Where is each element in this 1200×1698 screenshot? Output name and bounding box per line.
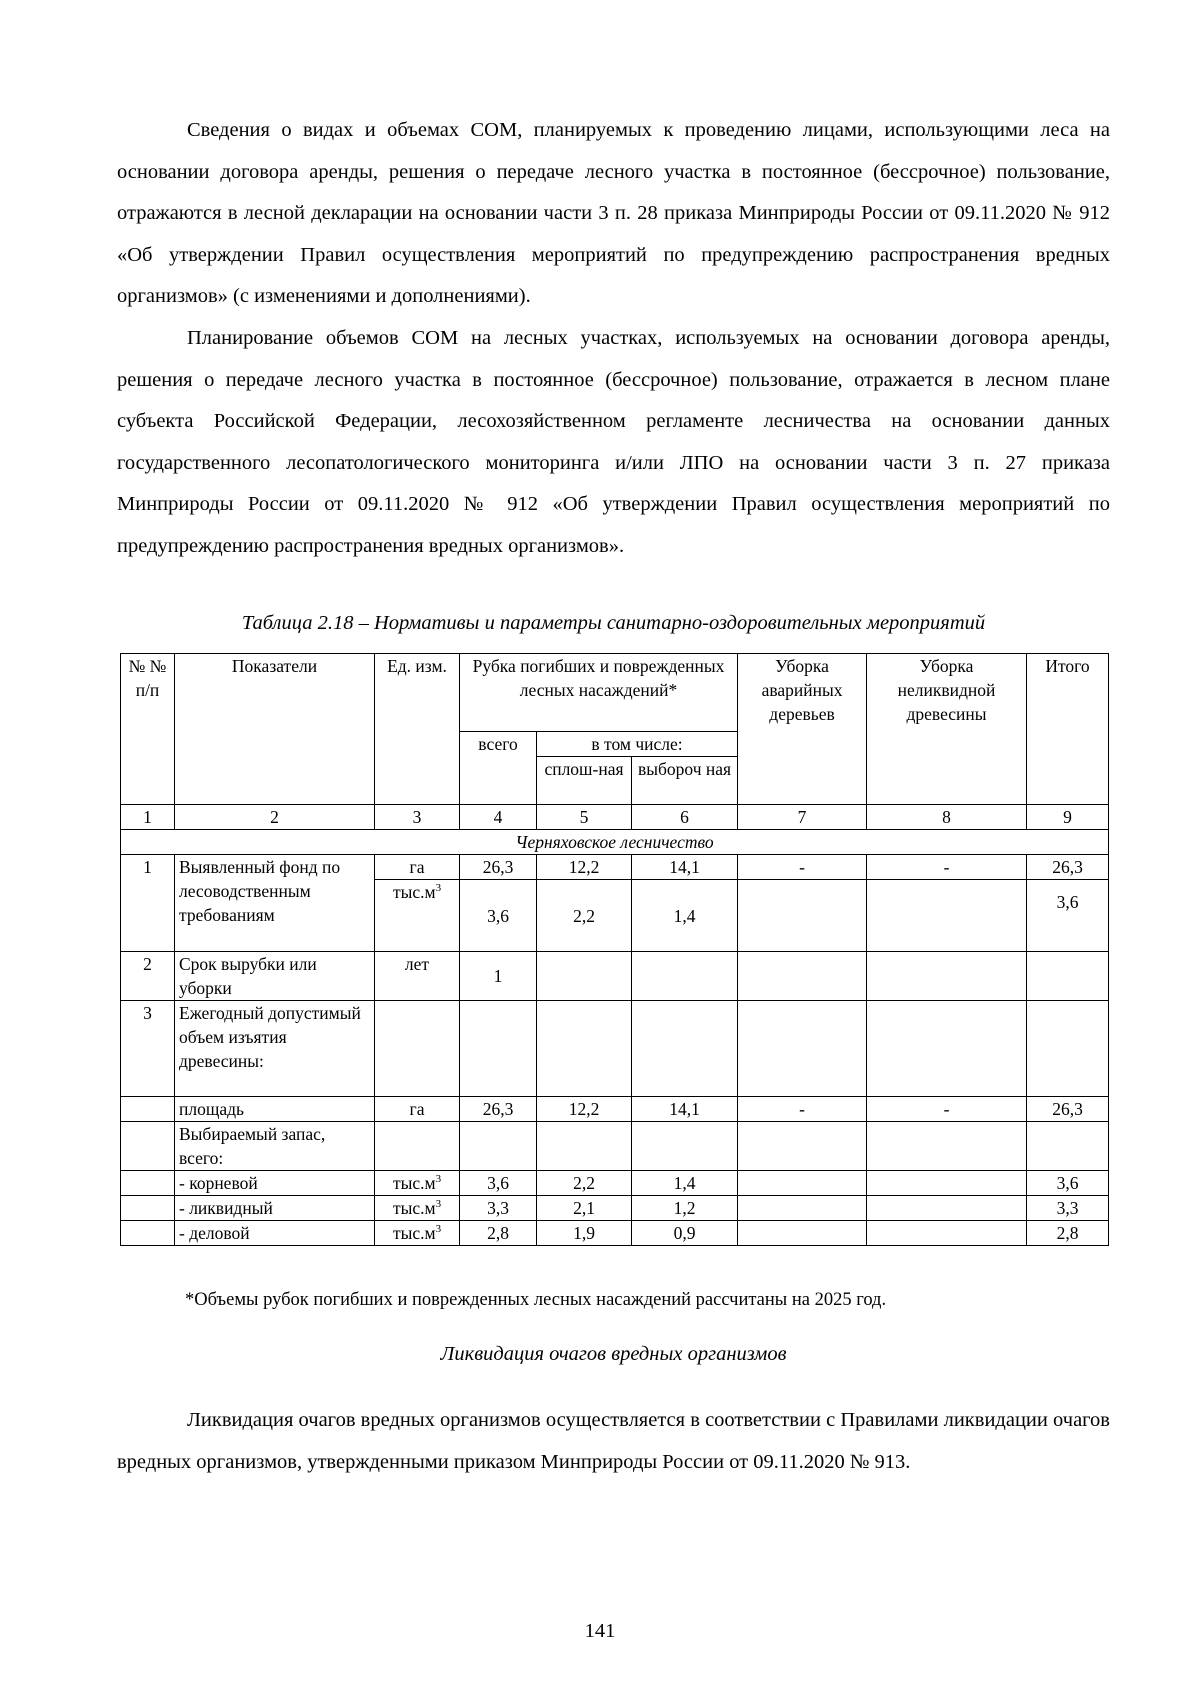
cell-value: 1,4 xyxy=(632,880,738,952)
cell-empty xyxy=(738,880,867,952)
cell-value: 1 xyxy=(460,952,537,1001)
paragraph-3: Ликвидация очагов вредных организмов осуществляется в соответствии с Правилами ликвидации очагов вредных организмов, утвержденными приказом Минприроды России от 09.11.2020 № 913. xyxy=(117,1409,1110,1473)
cell-value: 12,2 xyxy=(537,1097,632,1122)
header-num: № № п/п xyxy=(121,654,175,805)
cell-value: 26,3 xyxy=(1027,855,1109,880)
cell-value: - xyxy=(738,855,867,880)
cell-value: 26,3 xyxy=(460,855,537,880)
cell-empty xyxy=(738,1171,867,1196)
row-name: Срок вырубки или уборки xyxy=(175,952,375,1001)
cell-empty xyxy=(632,952,738,1001)
unit-sup: 3 xyxy=(435,1223,442,1236)
cell-empty xyxy=(537,952,632,1001)
cell-empty xyxy=(375,1001,460,1097)
row-unit xyxy=(375,1221,460,1246)
table-row xyxy=(121,1221,1109,1246)
row-name: - ликвидный xyxy=(175,1196,375,1221)
table-footnote: *Объемы рубок погибших и поврежденных лесных насаждений рассчитаны на 2025 год. xyxy=(185,1290,887,1310)
cell-value: 3,6 xyxy=(460,880,537,952)
cell-empty xyxy=(121,1221,175,1246)
cell-empty xyxy=(738,1122,867,1171)
cell-value: 14,1 xyxy=(632,855,738,880)
cell-empty xyxy=(867,1221,1027,1246)
cell-value: 2,1 xyxy=(537,1196,632,1221)
col-number: 2 xyxy=(175,805,375,830)
cell-value: 1,4 xyxy=(632,1171,738,1196)
row-name: площадь xyxy=(175,1097,375,1122)
row-num: 1 xyxy=(121,855,175,952)
cell-empty xyxy=(738,952,867,1001)
table-row xyxy=(121,1196,1109,1221)
cell-value: - xyxy=(867,1097,1027,1122)
cell-value: 3,6 xyxy=(1027,1171,1109,1196)
row-unit xyxy=(375,1171,460,1196)
unit-sup: 3 xyxy=(435,1173,442,1186)
header-illiquid: Уборка неликвидной древесины xyxy=(867,654,1027,805)
col-number: 7 xyxy=(738,805,867,830)
cell-empty xyxy=(1027,1001,1109,1097)
row-name: Выбираемый запас, всего: xyxy=(175,1122,375,1171)
cell-value: 2,8 xyxy=(1027,1221,1109,1246)
unit-text: тыс.м xyxy=(392,882,436,902)
cell-value: 1,9 xyxy=(537,1221,632,1246)
cell-empty xyxy=(632,1001,738,1097)
cell-empty xyxy=(867,880,1027,952)
cell-value: 2,2 xyxy=(537,1171,632,1196)
cell-empty xyxy=(375,1122,460,1171)
paragraph-1: Сведения о видах и объемах СОМ, планируемых к проведению лицами, использующими леса на основании договора аренды, решения о передаче лесного участка в постоянное (бессрочное) пользование, отражаются в лесной декларации на основании части 3 п. 28 приказа Минприроды России от 09.11.2020 № 912 «Об утверждении Правил осуществления мероприятий по предупреждению распространения вредных организмов» (с изменениями и дополнениями). xyxy=(117,119,1110,307)
header-solid: сплош-ная xyxy=(537,757,632,805)
cell-empty xyxy=(460,1001,537,1097)
cell-empty xyxy=(121,1122,175,1171)
row-unit: лет xyxy=(375,952,460,1001)
cell-empty xyxy=(1027,952,1109,1001)
header-emergency: Уборка аварийных деревьев xyxy=(738,654,867,805)
header-indicators: Показатели xyxy=(175,654,375,805)
cell-empty xyxy=(867,1196,1027,1221)
cell-value: 3,6 xyxy=(460,1171,537,1196)
row-name: Выявленный фонд по лесоводственным требованиям xyxy=(175,855,375,952)
cell-empty xyxy=(632,1122,738,1171)
header-felling: Рубка погибших и поврежденных лесных насаждений* xyxy=(460,654,738,732)
table-row xyxy=(121,1097,1109,1122)
column-numbers-row xyxy=(121,805,1109,830)
cell-empty xyxy=(537,1122,632,1171)
header-itogo: Итого xyxy=(1027,654,1109,805)
section-subheading: Ликвидация очагов вредных организмов xyxy=(440,1343,787,1365)
cell-value: 26,3 xyxy=(460,1097,537,1122)
cell-value: 3,3 xyxy=(1027,1196,1109,1221)
cell-value: 2,8 xyxy=(460,1221,537,1246)
cell-empty xyxy=(738,1001,867,1097)
cell-empty xyxy=(121,1196,175,1221)
sanitary-measures-table xyxy=(120,653,1109,1246)
cell-value: 0,9 xyxy=(632,1221,738,1246)
cell-value: 3,3 xyxy=(460,1196,537,1221)
table-caption: Таблица 2.18 – Нормативы и параметры санитарно-оздоровительных мероприятий xyxy=(241,612,986,634)
cell-value: 1,2 xyxy=(632,1196,738,1221)
row-name: Ежегодный допустимый объем изъятия древесины: xyxy=(175,1001,375,1097)
cell-empty xyxy=(867,1001,1027,1097)
header-total-all: всего xyxy=(460,732,537,805)
header-including: в том числе: xyxy=(537,732,738,757)
col-number: 9 xyxy=(1027,805,1109,830)
cell-empty xyxy=(867,1171,1027,1196)
col-number: 5 xyxy=(537,805,632,830)
table-row xyxy=(121,1122,1109,1171)
cell-empty xyxy=(121,1171,175,1196)
table-row xyxy=(121,1171,1109,1196)
col-number: 6 xyxy=(632,805,738,830)
cell-value: - xyxy=(738,1097,867,1122)
row-name: - корневой xyxy=(175,1171,375,1196)
cell-empty xyxy=(121,1097,175,1122)
header-unit: Ед. изм. xyxy=(375,654,460,805)
paragraph-2: Планирование объемов СОМ на лесных участках, используемых на основании договора аренды, решения о передаче лесного участка в постоянное (бессрочное) пользование, отражается в лесном плане субъекта Российской Федерации, лесохозяйственном регламенте лесничества на основании данных государственного лесопатологического мониторинга и/или ЛПО на основании части 3 п. 27 приказа Минприроды России от 09.11.2020 № 912 «Об утверждении Правил осуществления мероприятий по предупреждению распространения вредных организмов». xyxy=(117,327,1110,557)
cell-empty xyxy=(738,1196,867,1221)
table-row xyxy=(121,855,1109,880)
cell-empty xyxy=(867,1122,1027,1171)
cell-empty xyxy=(460,1122,537,1171)
cell-value: - xyxy=(867,855,1027,880)
unit-text: тыс.м xyxy=(392,1173,436,1193)
row-num: 3 xyxy=(121,1001,175,1097)
col-number: 1 xyxy=(121,805,175,830)
cell-value: 3,6 xyxy=(1027,880,1109,952)
row-num: 2 xyxy=(121,952,175,1001)
header-selective: выбороч ная xyxy=(632,757,738,805)
cell-value: 14,1 xyxy=(632,1097,738,1122)
unit-text: тыс.м xyxy=(392,1198,436,1218)
row-unit: га xyxy=(375,1097,460,1122)
cell-empty xyxy=(867,952,1027,1001)
section-forestry: Черняховское лесничество xyxy=(121,830,1109,855)
row-unit xyxy=(375,1196,460,1221)
col-number: 8 xyxy=(867,805,1027,830)
row-unit: га xyxy=(375,855,460,880)
cell-empty xyxy=(738,1221,867,1246)
unit-sup: 3 xyxy=(435,882,442,895)
cell-empty xyxy=(1027,1122,1109,1171)
cell-value: 26,3 xyxy=(1027,1097,1109,1122)
table-row xyxy=(121,1001,1109,1097)
page-number: 141 xyxy=(584,1620,616,1642)
row-name: - деловой xyxy=(175,1221,375,1246)
col-number: 4 xyxy=(460,805,537,830)
unit-sup: 3 xyxy=(435,1198,442,1211)
unit-text: тыс.м xyxy=(392,1223,436,1243)
table-row xyxy=(121,952,1109,1001)
cell-value: 2,2 xyxy=(537,880,632,952)
col-number: 3 xyxy=(375,805,460,830)
cell-value: 12,2 xyxy=(537,855,632,880)
cell-empty xyxy=(537,1001,632,1097)
row-unit xyxy=(375,880,460,952)
